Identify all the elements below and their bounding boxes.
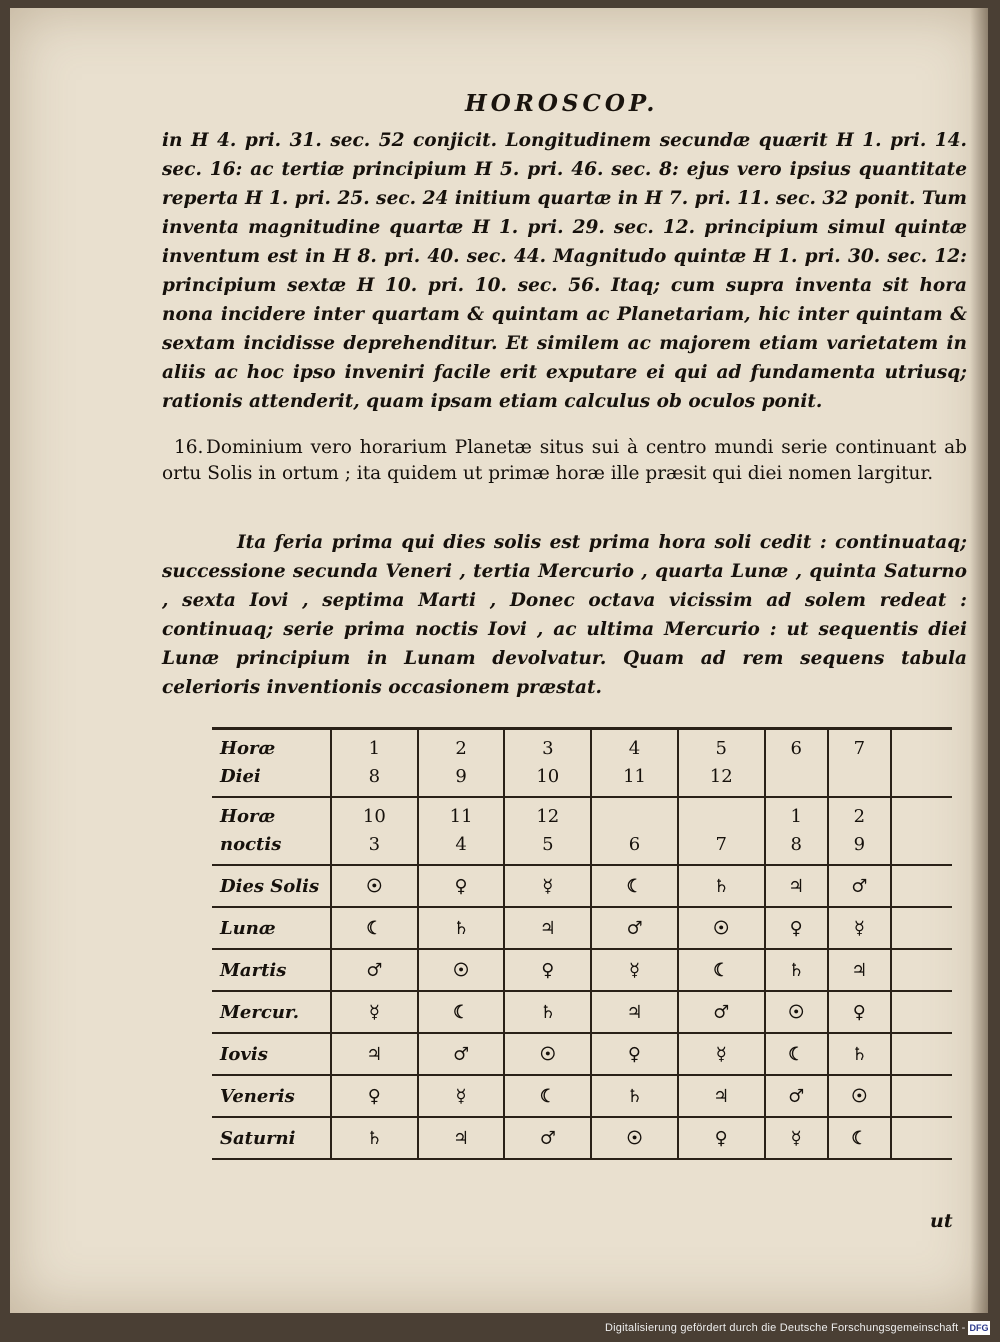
footer-credit: Digitalisierung gefördert durch die Deutsche Forschungsgemeinschaft - — [605, 1322, 966, 1334]
planet-symbol: ♄ — [591, 1075, 678, 1117]
row-label: Iovis — [220, 1043, 268, 1065]
table-cell: 12 5 — [504, 797, 591, 865]
planet-symbol: ☿ — [418, 1075, 505, 1117]
planet-symbol: ☿ — [591, 949, 678, 991]
table-cell-empty — [891, 1117, 952, 1159]
row-label: Dies Solis — [220, 875, 320, 897]
planet-symbol: ♃ — [765, 865, 828, 907]
table-cell: 4 11 — [591, 729, 678, 798]
planet-symbol: ♃ — [678, 1075, 765, 1117]
table-cell-empty — [891, 949, 952, 991]
planet-symbol: ♃ — [591, 991, 678, 1033]
planet-symbol: ♀ — [331, 1075, 418, 1117]
planet-symbol: ☾ — [678, 949, 765, 991]
table-row-mercurii — [212, 991, 952, 1033]
paragraph-continuation: in H 4. pri. 31. sec. 52 conjicit. Longitudinem secundæ quærit H 1. pri. 14. sec. 16: ac tertiæ principium H 5. pri. 46. sec. 8: ejus vero ipsius quantitate reperta H 1. pri. 25. sec. 24 initium quartæ in H 7. pri. 11. sec. 32 ponit. Tum inventa magnitudine quartæ H 1. pri. 29. sec. 12. principium simul quintæ inventum est in H 8. pri. 40. sec. 44. Magnitudo quintæ H 1. pri. 30. sec. 12: principium sextæ H 10. pri. 10. sec. 56. Itaq; cum supra inventa sit hora nona incidere inter quartam & quintam ac Planetariam, hic inter quintam & sextam incidisse deprehenditur. Et similem ac majorem etiam varietatem in aliis ac hoc ipso inveniri facile erit exputare ei qui ad fundamenta utriusq; rationis attenderit, quam ipsam etiam calculus ob oculos ponit. — [162, 130, 967, 412]
dfg-logo: DFG — [969, 1323, 989, 1333]
table-cell-empty — [891, 991, 952, 1033]
table-row-horae-diei — [212, 729, 952, 798]
planet-symbol: ♀ — [504, 949, 591, 991]
table-cell-empty — [891, 797, 952, 865]
row-label: Mercur. — [220, 1001, 300, 1023]
table-cell: 6 — [765, 729, 828, 798]
table-cell: 1 8 — [765, 797, 828, 865]
table-row-martis — [212, 949, 952, 991]
row-label: Saturni — [220, 1127, 296, 1149]
row-label: Veneris — [220, 1085, 295, 1107]
planet-symbol: ♃ — [504, 907, 591, 949]
table-cell-empty — [891, 865, 952, 907]
running-header: HOROSCOP. — [465, 90, 659, 117]
planet-symbol: ☉ — [765, 991, 828, 1033]
table-row-iovis — [212, 1033, 952, 1075]
table-cell: 1 8 — [331, 729, 418, 798]
planet-symbol: ☾ — [828, 1117, 891, 1159]
page-edge-shadow — [970, 8, 988, 1313]
table-row-veneris — [212, 1075, 952, 1117]
planet-symbol: ♂ — [828, 865, 891, 907]
table-cell: 11 4 — [418, 797, 505, 865]
planet-symbol: ♄ — [331, 1117, 418, 1159]
planet-symbol: ☾ — [504, 1075, 591, 1117]
row-label: Horæ noctis — [220, 806, 282, 855]
table-cell-empty — [891, 1075, 952, 1117]
planet-symbol: ♃ — [331, 1033, 418, 1075]
planet-symbol: ☿ — [678, 1033, 765, 1075]
table-cell: 2 9 — [418, 729, 505, 798]
planet-symbol: ♂ — [418, 1033, 505, 1075]
planet-symbol: ♀ — [678, 1117, 765, 1159]
table-cell: 5 12 — [678, 729, 765, 798]
paragraph-16 — [162, 435, 967, 487]
table-cell: 7 — [678, 797, 765, 865]
planet-symbol: ☿ — [504, 865, 591, 907]
planet-symbol: ♂ — [504, 1117, 591, 1159]
row-label: Horæ Diei — [220, 738, 276, 787]
planet-symbol: ♂ — [591, 907, 678, 949]
table-row-horae-noctis — [212, 797, 952, 865]
planet-symbol: ♂ — [331, 949, 418, 991]
planet-symbol: ♃ — [418, 1117, 505, 1159]
planet-symbol: ☾ — [331, 907, 418, 949]
catchword: ut — [930, 1210, 953, 1232]
planet-symbol: ☿ — [765, 1117, 828, 1159]
table-row-saturni — [212, 1117, 952, 1159]
row-label: Lunæ — [220, 917, 276, 939]
planet-symbol: ♂ — [765, 1075, 828, 1117]
table-row-lunae — [212, 907, 952, 949]
planet-symbol: ♀ — [765, 907, 828, 949]
planet-symbol: ♄ — [418, 907, 505, 949]
planet-symbol: ♀ — [418, 865, 505, 907]
planet-symbol: ☉ — [678, 907, 765, 949]
planet-symbol: ☿ — [331, 991, 418, 1033]
row-label: Martis — [220, 959, 287, 981]
planet-symbol: ☉ — [418, 949, 505, 991]
table-cell-empty — [891, 729, 952, 798]
planet-symbol: ♄ — [678, 865, 765, 907]
planet-symbol: ♄ — [504, 991, 591, 1033]
planet-symbol: ♄ — [828, 1033, 891, 1075]
planet-symbol: ☉ — [331, 865, 418, 907]
planet-symbol: ♂ — [678, 991, 765, 1033]
planetary-hours-table — [212, 727, 952, 1160]
planet-symbol: ☿ — [828, 907, 891, 949]
planet-symbol: ☾ — [765, 1033, 828, 1075]
planet-symbol: ♀ — [828, 991, 891, 1033]
planet-symbol: ☉ — [828, 1075, 891, 1117]
planet-symbol: ☾ — [591, 865, 678, 907]
planet-symbol: ♃ — [828, 949, 891, 991]
paragraph-italic — [162, 528, 967, 702]
table-row-solis — [212, 865, 952, 907]
paragraph-number: 16. — [174, 437, 204, 458]
table-cell-empty — [891, 907, 952, 949]
planet-symbol: ☉ — [504, 1033, 591, 1075]
table-cell: 7 — [828, 729, 891, 798]
table-cell-empty — [891, 1033, 952, 1075]
table-cell: 6 — [591, 797, 678, 865]
planet-symbol: ♀ — [591, 1033, 678, 1075]
paragraph-italic-text: Ita feria prima qui dies solis est prima hora soli cedit : continuataq; successione secunda Veneri , tertia Mercurio , quarta Lunæ , quinta Saturno , sexta Iovi , septima Marti , Donec octava vicissim ad solem redeat : continuaq; serie prima noctis Iovi , ac ultima Mercurio : ut sequentis diei Lunæ principium in Lunam devolvatur. Quam ad rem sequens tabula celerioris inventionis occasionem præstat. — [162, 532, 967, 698]
planet-symbol: ☾ — [418, 991, 505, 1033]
table-cell: 2 9 — [828, 797, 891, 865]
paragraph-16-text: Dominium vero horarium Planetæ situs sui à centro mundi serie continuant ab ortu Solis in ortum ; ita quidem ut primæ horæ ille præsit qui diei nomen largitur. — [162, 437, 967, 484]
planet-symbol: ♄ — [765, 949, 828, 991]
planet-symbol: ☉ — [591, 1117, 678, 1159]
table-cell: 10 3 — [331, 797, 418, 865]
table-cell: 3 10 — [504, 729, 591, 798]
